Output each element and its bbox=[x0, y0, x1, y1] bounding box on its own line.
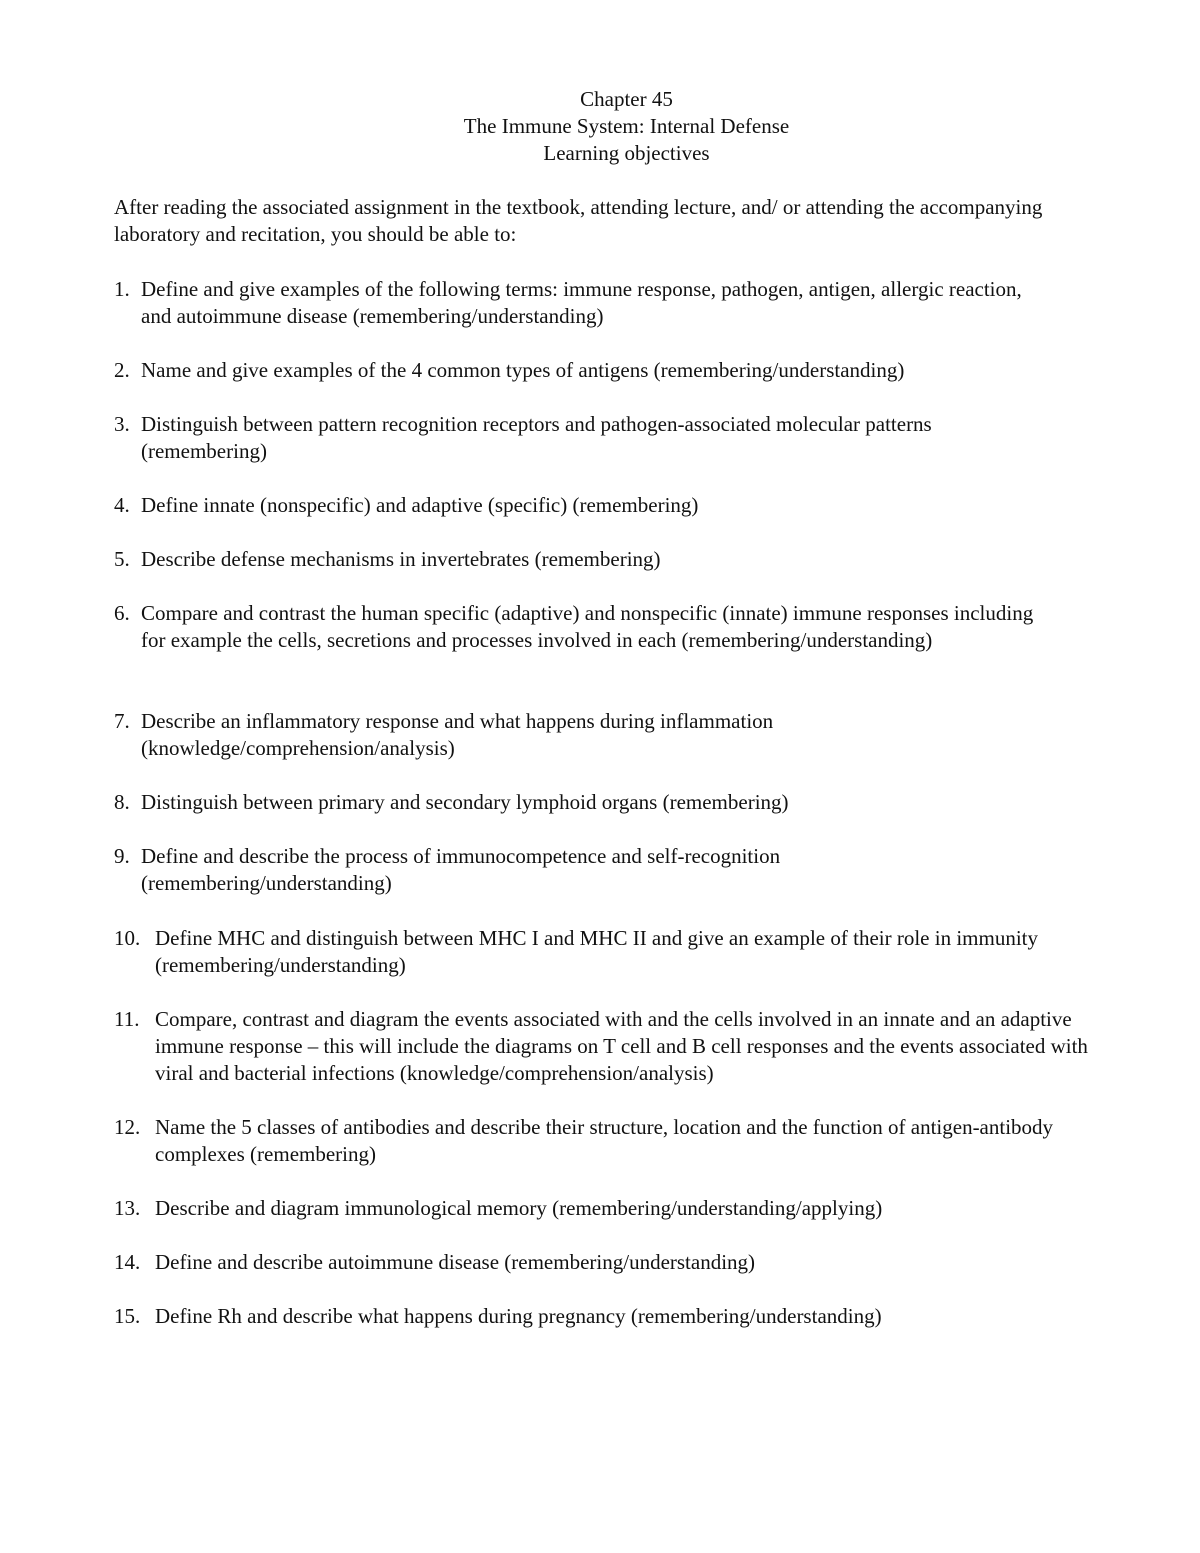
objective-number: 3. bbox=[114, 412, 130, 436]
objective-text: Name the 5 classes of antibodies and describe their structure, location and the function of antigen-antibody complexes (remembering) bbox=[155, 1115, 1054, 1166]
objective-number: 1. bbox=[114, 277, 130, 301]
intro-paragraph: After reading the associated assignment in the textbook, attending lecture, and/ or attending the accompanying laboratory and recitation, you should be able to: bbox=[114, 195, 1043, 246]
objective-number: 2. bbox=[114, 358, 130, 382]
objective-item bbox=[114, 708, 884, 762]
objective-text: Compare and contrast the human specific (adaptive) and nonspecific (innate) immune responses including for example the cells, secretions and processes involved in each (remembering/understanding) bbox=[141, 601, 1034, 652]
objective-number: 15. bbox=[114, 1304, 141, 1328]
objective-item bbox=[114, 1114, 1094, 1168]
objective-number: 5. bbox=[114, 547, 130, 571]
objective-number: 7. bbox=[114, 709, 130, 733]
objective-text: Define and give examples of the following terms: immune response, pathogen, antigen, allergic reaction, and autoimmune disease (remembering/understanding) bbox=[141, 277, 1022, 328]
objective-item bbox=[114, 925, 1064, 979]
objective-item bbox=[114, 357, 1114, 384]
objective-item bbox=[114, 1303, 1114, 1330]
objective-number: 4. bbox=[114, 493, 130, 517]
objective-item bbox=[114, 492, 1114, 519]
objective-text: Describe an inflammatory response and what happens during inflammation (knowledge/comprehension/analysis) bbox=[141, 709, 774, 760]
objective-text: Define MHC and distinguish between MHC I and MHC II and give an example of their role in immunity (remembering/understanding) bbox=[155, 926, 1038, 977]
objective-text: Distinguish between primary and secondary lymphoid organs (remembering) bbox=[141, 790, 789, 814]
objective-text: Compare, contrast and diagram the events associated with and the cells involved in an innate and an adaptive immune response – this will include the diagrams on T cell and B cell responses and the events associated with viral and bacterial infections (knowledge/comprehension/analysis) bbox=[155, 1007, 1088, 1085]
objective-item bbox=[114, 1249, 1114, 1276]
objective-number: 8. bbox=[114, 790, 130, 814]
objective-item bbox=[114, 276, 1054, 330]
objective-item bbox=[114, 843, 884, 897]
objective-text: Distinguish between pattern recognition receptors and pathogen-associated molecular patterns (remembering) bbox=[141, 412, 932, 463]
chapter-title: The Immune System: Internal Defense bbox=[463, 114, 790, 138]
section-subtitle: Learning objectives bbox=[543, 141, 710, 165]
objective-number: 9. bbox=[114, 844, 130, 868]
objective-number: 13. bbox=[114, 1196, 141, 1220]
objective-text: Describe and diagram immunological memory (remembering/understanding/applying) bbox=[155, 1196, 883, 1220]
objective-text: Define and describe the process of immunocompetence and self-recognition (remembering/understanding) bbox=[141, 844, 781, 895]
objective-text: Name and give examples of the 4 common types of antigens (remembering/understanding) bbox=[141, 358, 905, 382]
objective-text: Define Rh and describe what happens during pregnancy (remembering/understanding) bbox=[155, 1304, 882, 1328]
objective-number: 12. bbox=[114, 1115, 141, 1139]
objective-item bbox=[114, 789, 1114, 816]
chapter-heading: Chapter 45 bbox=[580, 87, 673, 111]
objective-number: 11. bbox=[114, 1007, 140, 1031]
objective-number: 6. bbox=[114, 601, 130, 625]
objective-number: 14. bbox=[114, 1250, 141, 1274]
objective-item bbox=[114, 546, 1114, 573]
document-header bbox=[0, 86, 1200, 167]
objective-item bbox=[114, 1195, 1114, 1222]
objective-item bbox=[114, 600, 1059, 654]
objective-text: Define innate (nonspecific) and adaptive (specific) (remembering) bbox=[141, 493, 699, 517]
objective-item bbox=[114, 411, 1044, 465]
objective-text: Describe defense mechanisms in invertebrates (remembering) bbox=[141, 547, 661, 571]
objective-number: 10. bbox=[114, 926, 141, 950]
objective-item bbox=[114, 1006, 1109, 1087]
objective-text: Define and describe autoimmune disease (remembering/understanding) bbox=[155, 1250, 756, 1274]
